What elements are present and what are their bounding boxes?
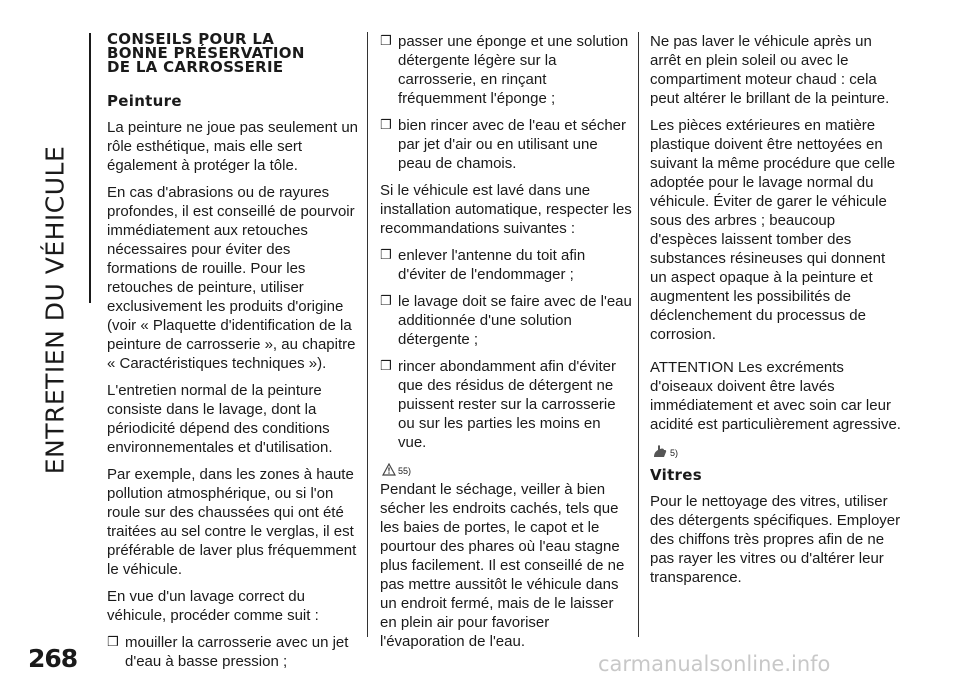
list-item: ❒ bien rincer avec de l'eau et sécher par jet d'air ou en utilisant une peau de chamois.: [380, 117, 626, 172]
paragraph: L'entretien normal de la peinture consiste dans le lavage, dont la périodicité dépend des conditions environnementales et d'utilisation.: [107, 382, 333, 456]
list-item: ❒ rincer abondamment afin d'éviter que des résidus de détergent ne puissent rester sur la carrosserie ou sur les parties les moins en vue.: [380, 358, 616, 451]
list-item: ❒ mouiller la carrosserie avec un jet d'eau à basse pression ;: [107, 634, 349, 670]
warning-reference: 55): [382, 460, 632, 476]
checkbox-bullet-icon: ❒: [380, 294, 392, 309]
checkbox-bullet-icon: ❒: [380, 359, 392, 374]
section-title: CONSEILS POUR LA BONNE PRÉSERVATION DE LA CARROSSERIE: [107, 30, 305, 76]
column-divider: [367, 32, 368, 637]
list-item: ❒ passer une éponge et une solution détergente légère sur la carrosserie, en rinçant fréquemment l'éponge ;: [380, 33, 629, 107]
paragraph: Les pièces extérieures en matière plastique doivent être nettoyées en suivant la même procédure que celle adoptée pour le lavage normal du véhicule. Éviter de garer le véhicule sous des arbres ; beaucoup d'espèces laissent tomber des substances résineuses qui donnent un aspect opaque à la peinture et augmentent les possibilités de déclenchement du processus de corrosion.: [650, 117, 896, 343]
column-3: [650, 32, 902, 595]
warning-triangle-icon: [382, 463, 396, 476]
attention-paragraph: ATTENTION Les excréments d'oiseaux doivent être lavés immédiatement et avec soin car leur acidité est particulièrement agressive.: [650, 359, 901, 433]
checkbox-bullet-icon: ❒: [380, 34, 392, 49]
hand-attention-icon: [652, 444, 668, 458]
paragraph: La peinture ne joue pas seulement un rôle esthétique, mais elle sert également à protéger la tôle.: [107, 119, 359, 174]
paragraph: Si le véhicule est lavé dans une installation automatique, respecter les recommandations suivantes :: [380, 182, 632, 237]
subheading-peinture: Peinture: [107, 92, 182, 110]
list-item: ❒ enlever l'antenne du toit afin d'éviter de l'endommager ;: [380, 247, 586, 283]
checkbox-bullet-icon: ❒: [380, 248, 392, 263]
paragraph: Ne pas laver le véhicule après un arrêt en plein soleil ou avec le compartiment moteur chaud : cela peut altérer le brillant de la peinture.: [650, 33, 890, 107]
subheading-vitres: Vitres: [650, 466, 702, 484]
paragraph: Pendant le séchage, veiller à bien sécher les endroits cachés, tels que les baies de portes, le capot et le pourtour des phares où l'eau stagne plus facilement. Il est conseillé de ne pas mettre aussitôt le véhicule dans un endroit fermé, mais de le laisser en plein air pour favoriser l'évaporation de l'eau.: [380, 481, 625, 650]
paragraph: En vue d'un lavage correct du véhicule, procéder comme suit :: [107, 588, 319, 624]
column-2: [380, 32, 632, 659]
page-number: 268: [28, 644, 78, 673]
chapter-rule: [89, 33, 91, 303]
paragraph: Pour le nettoyage des vitres, utiliser des détergents spécifiques. Employer des chiffons très propres afin de ne pas rayer les vitres ou d'altérer leur transparence.: [650, 493, 901, 586]
paragraph: Par exemple, dans les zones à haute pollution atmosphérique, ou si l'on roule sur des chaussées qui ont été traitées au sel contre le verglas, il est préférable de laver plus fréquemment le véhicule.: [107, 466, 357, 578]
column-1: [107, 32, 359, 679]
attention-reference: 5): [652, 442, 902, 458]
paragraph: En cas d'abrasions ou de rayures profondes, il est conseillé de pourvoir immédiatement aux retouches nécessaires pour éviter des formations de rouille. Pour les retouches de peinture, utiliser exclusivement les produits d'origine (voir « Plaquette d'identification de la peinture de carrosserie », au chapitre « Caractéristiques techniques »).: [107, 184, 356, 372]
checkbox-bullet-icon: ❒: [380, 118, 392, 133]
list-item: ❒ le lavage doit se faire avec de l'eau additionnée d'une solution détergente ;: [380, 293, 632, 348]
column-divider: [638, 32, 639, 637]
watermark: carmanualsonline.info: [598, 652, 831, 676]
checkbox-bullet-icon: ❒: [107, 635, 119, 650]
